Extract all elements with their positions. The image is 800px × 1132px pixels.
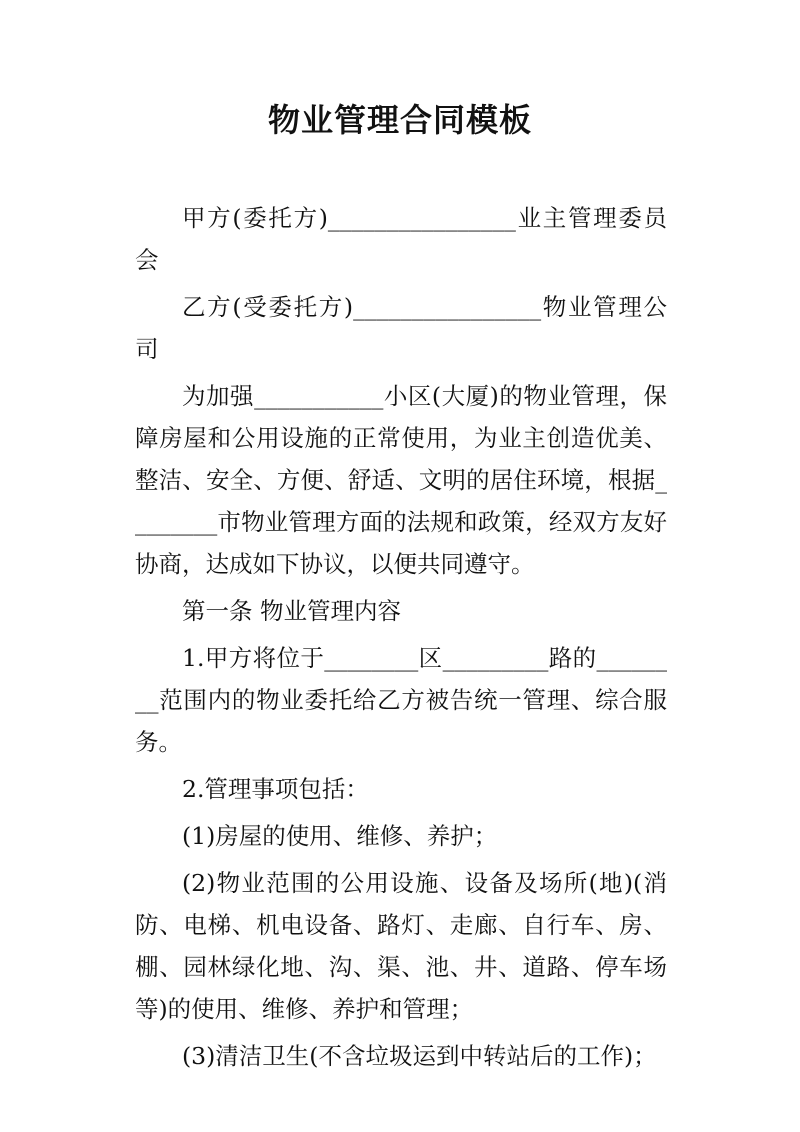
clause-1: 1.甲方将位于________区_________路的________范围内的物业委托给乙方被告统一管理、综合服务。 <box>135 644 667 756</box>
item-1: (1)房屋的使用、维修、养护； <box>182 822 498 850</box>
article-1-heading: 第一条 物业管理内容 <box>182 597 401 625</box>
party-b-line: 乙方(受委托方)________________物业管理公司 <box>135 293 667 363</box>
document-title: 物业管理合同模板 <box>267 101 532 139</box>
item-2: (2)物业范围的公用设施、设备及场所(地)(消防、电梯、机电设备、路灯、走廊、自行车、房、棚、园林绿化地、沟、渠、池、井、道路、停车场等)的使用、维修、养护和管理； <box>135 869 667 1023</box>
document-body <box>135 197 667 1082</box>
party-a-line: 甲方(委托方)________________业主管理委员会 <box>135 204 667 274</box>
clause-2-heading: 2.管理事项包括： <box>182 775 369 803</box>
preamble-paragraph: 为加强___________小区(大厦)的物业管理，保障房屋和公用设施的正常使用，为业主创造优美、整洁、安全、方便、舒适、文明的居住环境，根据________市物业管理方面的法规和政策，经双方友好协商，达成如下协议，以便共同遵守。 <box>135 382 667 578</box>
item-3: (3)清洁卫生(不含垃圾运到中转站后的工作)； <box>182 1042 657 1070</box>
